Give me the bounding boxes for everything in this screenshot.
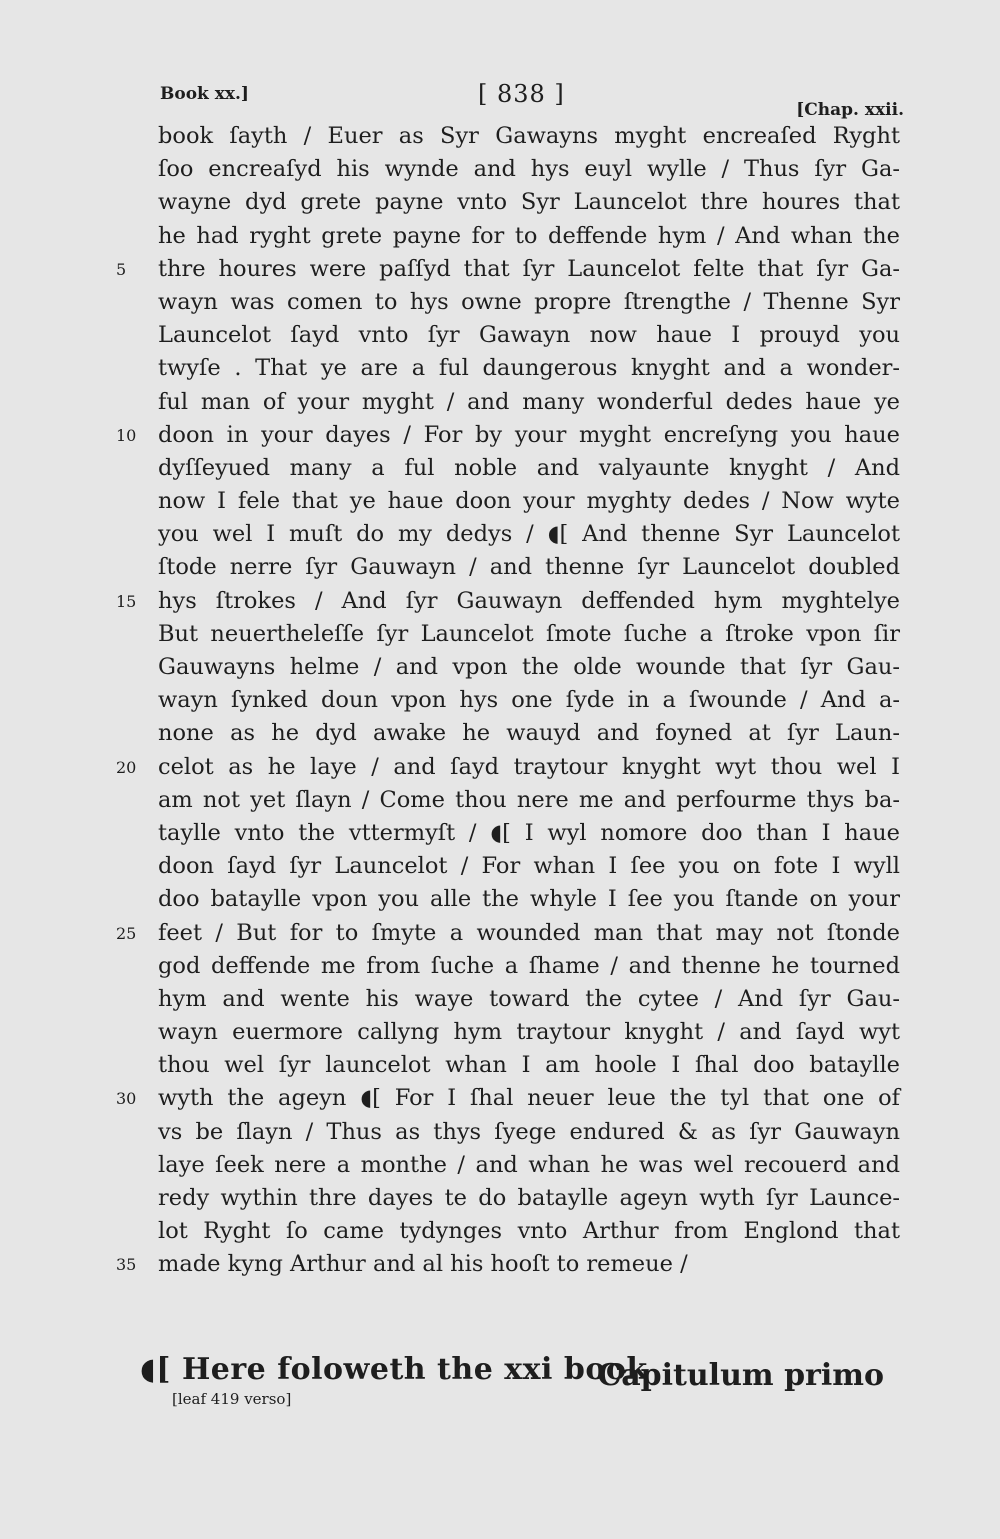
line-number: 35: [116, 1255, 137, 1275]
text-line: [158, 352, 900, 385]
line-text: lot Ryght ſo came tydynges vnto Arthur from Englond that: [158, 1218, 900, 1245]
chapter-heading: Capitulum primo: [597, 1358, 884, 1393]
text-line: [158, 651, 900, 684]
line-text: ſoo encreaſyd his wynde and hys euyl wylle / Thus ſyr Ga-: [158, 156, 900, 183]
text-line: [116, 1082, 900, 1115]
line-number: 10: [116, 425, 137, 445]
text-line: [158, 883, 900, 916]
line-text: ful man of your myght / and many wonderful dedes haue ye: [158, 388, 900, 415]
line-text: wayn euermore callyng hym traytour knyght / and ſayd wyt: [158, 1019, 900, 1046]
running-head-book: Book xx.]: [160, 84, 249, 104]
text-line: [158, 784, 900, 817]
body-text: [116, 120, 900, 1282]
text-line: [158, 850, 900, 883]
line-text: doo bataylle vpon you alle the whyle I ſee you ſtande on your: [158, 886, 900, 913]
text-line: [116, 585, 900, 618]
text-line: [158, 1215, 900, 1248]
line-text: hym and wente his waye toward the cytee / And ſyr Gau-: [158, 985, 900, 1012]
line-number: 5: [116, 259, 127, 279]
text-line: [158, 319, 900, 352]
line-text: dyſſeyued many a ful noble and valyaunte knyght / And: [158, 454, 900, 481]
text-line: [116, 419, 900, 452]
line-text: ſtode nerre ſyr Gauwayn / and thenne ſyr Launcelot doubled: [158, 554, 900, 581]
next-book-heading: ◖[ Here foloweth the xxi book: [140, 1352, 648, 1387]
line-text: wayn was comen to hys owne propre ſtrengthe / Thenne Syr: [158, 288, 900, 315]
text-line: [158, 286, 900, 319]
line-text: doon ſayd ſyr Launcelot / For whan I ſee you on fote I wyll: [158, 853, 900, 880]
line-text: doon in your dayes / For by your myght encreſyng you haue: [158, 421, 900, 448]
text-line: [158, 1182, 900, 1215]
text-line: [158, 1149, 900, 1182]
line-text: taylle vnto the vttermyſt / ◖[ I wyl nomore doo than I haue: [158, 819, 900, 846]
line-text: none as he dyd awake he wauyd and foyned at ſyr Laun-: [158, 720, 900, 747]
text-line: [158, 120, 900, 153]
line-text: book ſayth / Euer as Syr Gawayns myght encreaſed Ryght: [158, 123, 900, 149]
text-line: [158, 817, 900, 850]
line-text: he had ryght grete payne for to deffende hym / And whan the: [158, 222, 900, 249]
text-line: [158, 684, 900, 717]
line-text: thou wel ſyr launcelot whan I am hoole I ſhal doo bataylle: [158, 1052, 900, 1079]
text-line: [158, 518, 900, 551]
text-line: [116, 253, 900, 286]
text-line: [116, 1248, 900, 1281]
line-text: god deffende me from ſuche a ſhame / and thenne he tourned: [158, 952, 900, 979]
text-line: [158, 551, 900, 584]
text-line: [158, 950, 900, 983]
text-line: [116, 917, 900, 950]
line-text: wyth the ageyn ◖[ For I ſhal neuer leue the tyl that one of: [158, 1085, 900, 1112]
text-line: [158, 153, 900, 186]
text-line: [116, 751, 900, 784]
text-line: [158, 485, 900, 518]
line-text: wayne dyd grete payne vnto Syr Launcelot thre houres that: [158, 189, 900, 216]
text-line: [158, 1016, 900, 1049]
line-number: 15: [116, 591, 137, 611]
line-number: 30: [116, 1089, 137, 1109]
text-line: [158, 220, 900, 253]
text-line: [158, 386, 900, 419]
line-number: 25: [116, 923, 137, 943]
line-text: vs be ſlayn / Thus as thys ſyege endured & as ſyr Gauwayn: [158, 1118, 900, 1145]
text-line: [158, 1116, 900, 1149]
text-line: [158, 618, 900, 651]
line-text: you wel I muſt do my dedys / ◖[ And thenne Syr Launcelot: [158, 521, 900, 548]
text-line: [158, 1049, 900, 1082]
text-line: [158, 452, 900, 485]
line-text: made kyng Arthur and al his hooſt to remeue /: [158, 1251, 688, 1278]
line-text: Gauwayns helme / and vpon the olde wounde that ſyr Gau-: [158, 654, 900, 680]
line-text: redy wythin thre dayes te do bataylle ageyn wyth ſyr Launce-: [158, 1185, 900, 1211]
line-text: now I fele that ye haue doon your myghty dedes / Now wyte: [158, 488, 900, 515]
line-text: Launcelot ſayd vnto ſyr Gawayn now haue I prouyd you: [158, 322, 900, 349]
line-text: But neuertheleſſe ſyr Launcelot ſmote ſuche a ſtroke vpon ſir: [158, 620, 900, 647]
text-line: [158, 717, 900, 750]
line-text: am not yet ſlayn / Come thou nere me and perfourme thys ba-: [158, 786, 900, 813]
line-text: celot as he laye / and ſayd traytour knyght wyt thou wel I: [158, 753, 900, 780]
line-text: hys ſtrokes / And ſyr Gauwayn deffended hym myghtelye: [158, 587, 900, 614]
running-head-chapter: [Chap. xxii.: [796, 100, 904, 120]
text-line: [158, 983, 900, 1016]
text-line: [158, 186, 900, 219]
line-text: laye ſeek nere a monthe / and whan he was wel recouerd and: [158, 1151, 900, 1178]
leaf-note: [leaf 419 verso]: [172, 1390, 292, 1408]
line-text: feet / But for to ſmyte a wounded man that may not ſtonde: [158, 919, 900, 946]
page-number: [ 838 ]: [478, 80, 565, 108]
line-text: wayn ſynked doun vpon hys one ſyde in a ſwounde / And a-: [158, 687, 900, 714]
line-text: thre houres were paſſyd that ſyr Launcelot felte that ſyr Ga-: [158, 255, 900, 282]
line-number: 20: [116, 757, 137, 777]
line-text: twyſe . That ye are a ful daungerous knyght and a wonder-: [158, 355, 900, 382]
